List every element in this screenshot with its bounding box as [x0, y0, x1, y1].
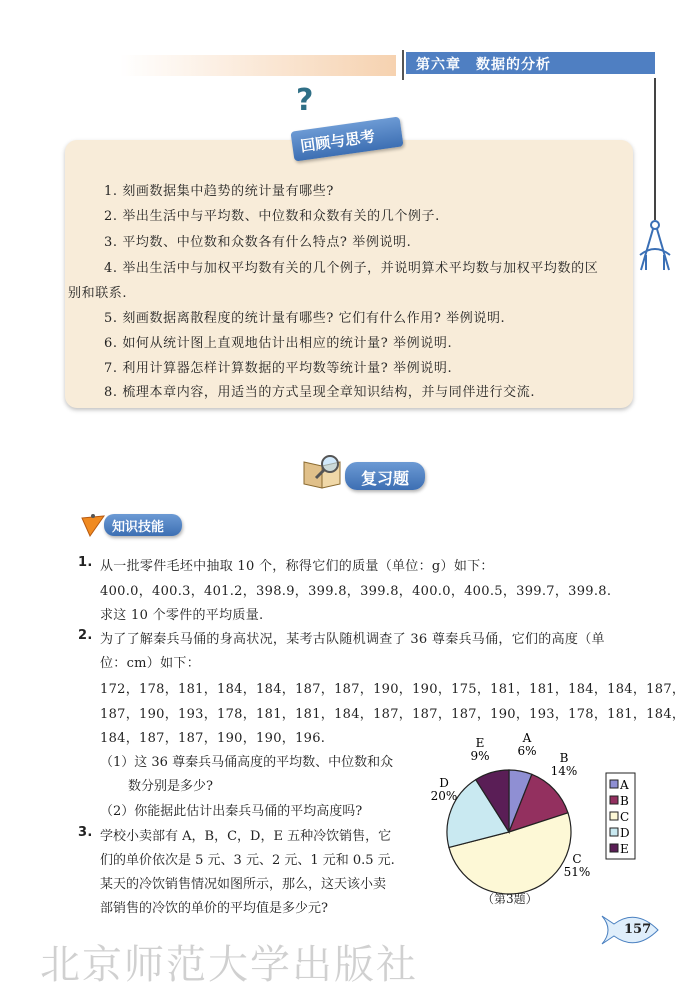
sub-question: （1）这 36 尊秦兵马俑高度的平均数、中位数和众	[100, 755, 394, 770]
legend-swatch-D	[610, 828, 618, 836]
review-item: 5. 刻画数据离散程度的统计量有哪些? 它们有什么作用? 举例说明.	[104, 311, 506, 326]
review-item: 3. 平均数、中位数和众数各有什么特点? 举例说明.	[104, 235, 412, 250]
legend-swatch-A	[610, 780, 618, 788]
question-line: 求这 10 个零件的平均质量.	[100, 608, 264, 623]
legend-swatch-E	[610, 844, 618, 852]
review-item: 2. 举出生活中与平均数、中位数和众数有关的几个例子.	[104, 209, 440, 224]
legend-swatch-B	[610, 796, 618, 804]
slice-category-label: C	[572, 852, 582, 866]
legend-label: A	[620, 778, 629, 792]
chapter-title: 第六章 数据的分析	[406, 52, 655, 74]
side-rule	[654, 78, 656, 220]
review-item: 6. 如何从统计图上直观地估计出相应的统计量? 举例说明.	[104, 336, 453, 351]
pie-chart	[412, 725, 672, 915]
legend-label: E	[620, 842, 629, 856]
review-item: 8. 梳理本章内容，用适当的方式呈现全章知识结构，并与同伴进行交流.	[104, 385, 536, 400]
question-line: 某天的冷饮销售情况如图所示，那么，这天该小卖	[100, 877, 387, 892]
slice-percent-label: 51%	[563, 865, 591, 879]
review-item: 4. 举出生活中与加权平均数有关的几个例子，并说明算术平均数与加权平均数的区	[104, 261, 599, 276]
question-mark-icon: ?	[296, 83, 314, 118]
header-divider	[402, 50, 404, 80]
slice-percent-label: 6%	[517, 744, 537, 758]
section-title: 知识技能	[104, 514, 182, 536]
review-title: 回顾与思考	[290, 116, 403, 161]
question-line: 学校小卖部有 A，B，C，D，E 五种冷饮销售，它	[100, 829, 392, 844]
question-line: 部销售的冷饮的单价的平均值是多少元?	[100, 901, 328, 916]
slice-category-label: A	[522, 731, 532, 745]
question-line: 172，178，181，184，184，187，187，190，190，175，181，181，184，184，187，	[100, 682, 686, 697]
slice-category-label: D	[439, 776, 449, 790]
exercises-title: 复习题	[345, 462, 425, 490]
slice-percent-label: 9%	[470, 749, 490, 763]
slice-percent-label: 20%	[430, 789, 458, 803]
watermark: 北京师范大学出版社	[40, 942, 418, 988]
legend-label: C	[620, 810, 630, 824]
slice-category-label: B	[559, 751, 569, 765]
header-decoration	[120, 55, 396, 76]
question-line: 位：cm）如下：	[100, 656, 201, 671]
question-line: 400.0，400.3，401.2，398.9，399.8，399.8，400.0，400.5，399.7，399.8.	[100, 584, 612, 599]
page-number: 157	[624, 922, 652, 937]
legend-label: D	[620, 826, 630, 840]
question-line: 184，187，187，190，190，196.	[100, 731, 326, 746]
triangle-icon	[80, 512, 106, 538]
chart-caption: （第3题）	[482, 892, 538, 906]
sub-question: （2）你能据此估计出秦兵马俑的平均高度吗?	[100, 804, 363, 819]
slice-percent-label: 14%	[550, 764, 578, 778]
question-line: 187，190，193，178，181，181，184，187，187，187，190，193，178，181，184，	[100, 707, 686, 722]
question-number: 1.	[78, 555, 93, 570]
sub-question: 数分别是多少?	[128, 779, 213, 794]
magnifier-book-icon	[300, 452, 348, 492]
review-item: 1. 刻画数据集中趋势的统计量有哪些?	[104, 184, 334, 199]
question-line: 从一批零件毛坯中抽取 10 个，称得它们的质量（单位：g）如下：	[100, 559, 494, 574]
question-number: 2.	[78, 628, 93, 643]
question-number: 3.	[78, 825, 93, 840]
question-line: 们的单价依次是 5 元、3 元、2 元、1 元和 0.5 元.	[100, 853, 395, 868]
review-item: 7. 利用计算器怎样计算数据的平均数等统计量? 举例说明.	[104, 361, 453, 376]
review-item: 别和联系.	[68, 286, 128, 301]
slice-category-label: E	[475, 736, 485, 750]
legend-label: B	[620, 794, 629, 808]
legend-swatch-C	[610, 812, 618, 820]
compass-icon	[636, 215, 674, 275]
question-line: 为了了解秦兵马俑的身高状况，某考古队随机调查了 36 尊秦兵马俑，它们的高度（单	[100, 632, 605, 647]
